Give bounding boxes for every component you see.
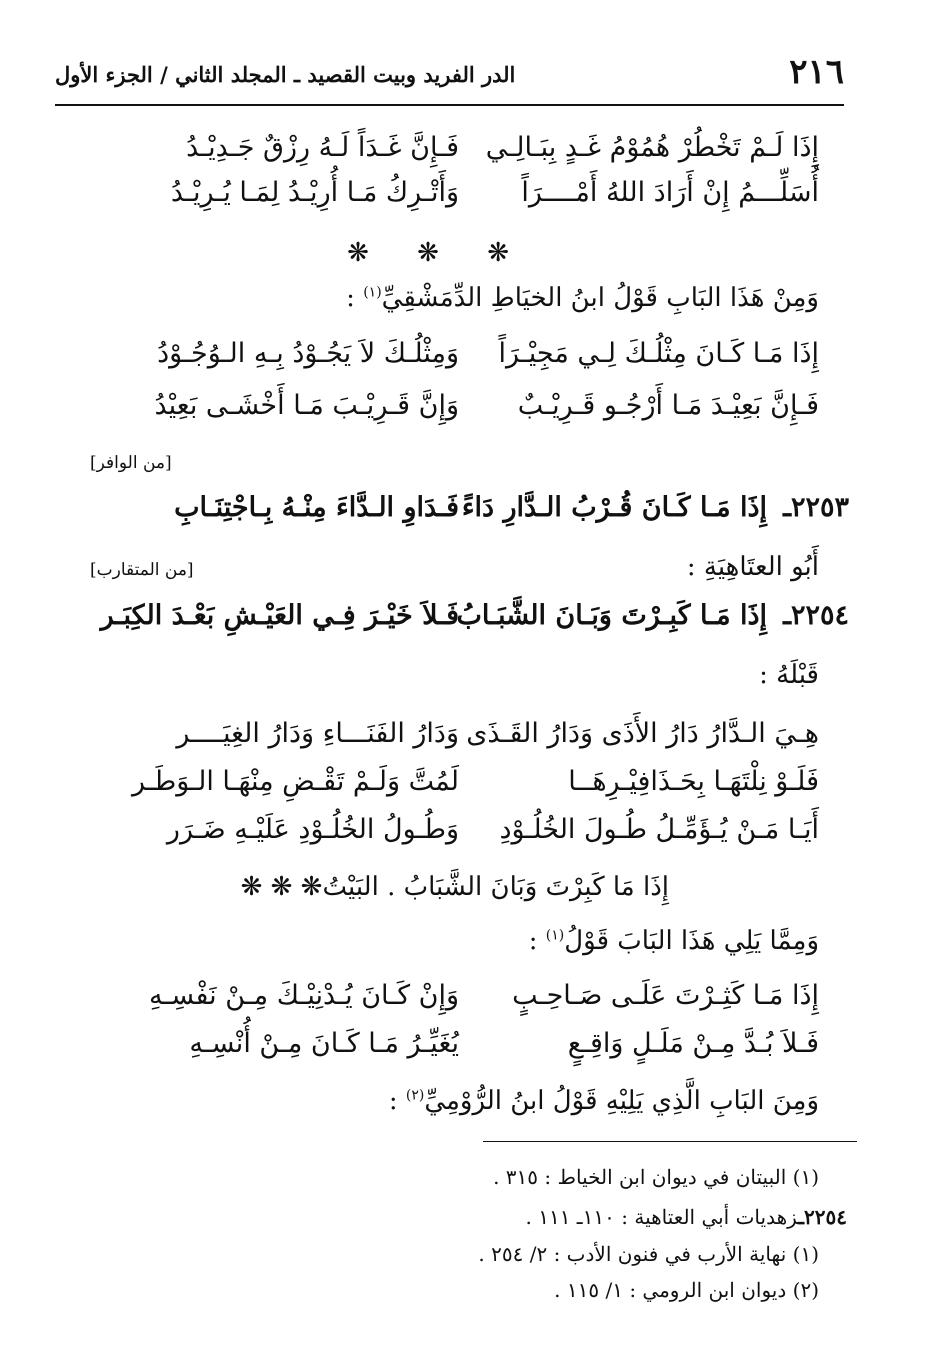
meter-label-2: [من المتقارب]: [90, 560, 194, 580]
footnote-rule: [483, 1141, 857, 1142]
verse7-second-hemistich: وَطُـولُ الخُلُـوْدِ عَلَيْـهِ ضَـرَر: [166, 814, 459, 845]
footnote-2-text: زهديات أبي العتاهية : ١١٠ـ ١١١ .: [525, 1205, 799, 1229]
verse8-second-hemistich: وَإِنْ كَـانَ يُـدْنِيْـكَ مِـنْ نَفْسِـهِ: [148, 980, 459, 1011]
verse1-first-hemistich: إِذَا لَـمْ تَخْطُرْ هُمُوْمُ غَـدٍ بِبَـالِـي: [485, 132, 819, 163]
poet-name: أَبُو العتَاهِيَةِ :: [686, 552, 819, 582]
verse-2254-first-hemistich: إِذَا مَـا كَبِـرْتَ وَبَـانَ الشَّبَـابُ: [456, 600, 767, 631]
running-title: الدر الفريد وبيت القصيد ـ المجلد الثاني / الجزء الأول: [55, 62, 516, 87]
footnote-4: [554, 1278, 819, 1302]
footnote-ref-2[interactable]: (١): [545, 927, 565, 944]
verse1-second-hemistich: فَـإِنَّ غَـدَاً لَـهُ رِزْقٌ جَـدِيْـدُ: [186, 132, 459, 163]
footnote-3-mark: (١): [792, 1242, 819, 1266]
header-rule: [55, 104, 844, 106]
verse6-second-hemistich: لَمُتَّ وَلَـمْ تَقْـضِ مِنْهَـا الـوَطَـر: [131, 766, 459, 797]
verse2-second-hemistich: وَأَتْـرِكُ مَـا أُرِيْـدُ لِمَـا يُـرِيْـدُ: [170, 177, 459, 208]
intro-line-1-colon: :: [346, 283, 355, 313]
verse-2253-second-hemistich: فَـدَاوِ الـدَّاءَ مِنْـهُ بِـاجْتِنَـابِ: [174, 492, 459, 523]
verse5-first-hemistich: هِـيَ الـدَّارُ دَارُ الأَذَى وَدَارُ القَـذَى: [466, 718, 819, 749]
footnote-ref-1[interactable]: (١): [363, 284, 382, 301]
intro-line-2: [529, 926, 819, 956]
footnote-1-text: البيتان في ديوان ابن الخياط : ٣١٥ .: [493, 1165, 787, 1189]
verse5-second-hemistich: وَدَارُ الفَنَـــاءِ وَدَارُ الغِيَــــر: [176, 718, 459, 749]
footnote-1-mark: (١): [792, 1165, 819, 1189]
verse-2253-number: ٢٢٥٣ـ: [783, 492, 849, 523]
verse8-first-hemistich: إِذَا مَـا كَثِـرْتَ عَلَـى صَـاحِـبٍ: [512, 980, 819, 1011]
intro-line-1: [346, 283, 819, 313]
verse7-first-hemistich: أَيَـا مَـنْ يُـؤَمِّـلُ طُـولَ الخُلُـوْدِ: [499, 814, 819, 845]
footnote-2: [526, 1205, 848, 1229]
verse6-first-hemistich: فَلَـوْ نِلْتَهَـا بِحَـذَافِيْـرِهَــا: [568, 766, 819, 797]
intro-line-3-text: وَمِنَ البَابِ الَّذِي يَلِيْهِ قَوْلُ ابنُ الرُّوْمِيِّ: [424, 1086, 819, 1116]
page-number: ٢١٦: [789, 52, 844, 92]
verse4-first-hemistich: فَـإِنَّ بَعِيْـدَ مَـا أَرْجُـو قَـرِيْـبٌ: [517, 390, 819, 421]
intro-line-1-text: وَمِنْ هَذَا البَابِ قَوْلُ ابنُ الخيَاطِ الدِّمَشْقِيِّ: [381, 283, 819, 313]
verse-2254-second-hemistich: فَـلاَ خَيْـرَ فِـي العَيْـشِ بَعْـدَ الكِبَـر: [100, 600, 459, 631]
repeat-line: إِذَا مَا كَبِرْتَ وَبَانَ الشَّبَابُ . البَيْتُ❋ ❋ ❋: [240, 872, 669, 902]
verse9-first-hemistich: فَـلاَ بُـدَّ مِـنْ مَلَـلٍ وَاقِـعٍ: [567, 1028, 819, 1059]
verse3-second-hemistich: وَمِثْلُـكَ لاَ يَجُـوْدُ بِـهِ الـوُجُـوْدُ: [157, 338, 459, 369]
footnote-4-text: ديوان ابن الرومي : ١/ ١١٥ .: [554, 1278, 787, 1302]
footnote-ref-3[interactable]: (٢): [405, 1087, 425, 1104]
verse4-second-hemistich: وَإِنَّ قَـرِيْـبَ مَـا أَخْشَـى بَعِيْدُ: [154, 390, 459, 421]
footnote-2-mark: ٢٢٥٤ـ: [798, 1205, 847, 1229]
qablahu-label: قَبْلَهُ :: [759, 660, 819, 690]
footnote-3-text: نهاية الأرب في فنون الأدب : ٢/ ٢٥٤ .: [478, 1242, 787, 1266]
verse-2253-first-hemistich: إِذَا مَـا كَـانَ قُـرْبُ الـدَّارِ دَاءً: [461, 492, 767, 523]
verse2-first-hemistich: أُسَلِّـــمُ إِنْ أَرَادَ اللهُ أَمْــــرَاً: [521, 177, 819, 208]
footnote-3: [478, 1242, 819, 1266]
verse-2254-number: ٢٢٥٤ـ: [783, 600, 849, 631]
meter-label-1: [من الوافر]: [90, 453, 172, 473]
intro-line-3: [389, 1086, 819, 1116]
footnote-4-mark: (٢): [792, 1278, 819, 1302]
intro-line-3-colon: :: [388, 1086, 398, 1116]
intro-line-2-text: وَمِمَّا يَلِي هَذَا البَابَ قَوْلُ: [564, 926, 819, 956]
verse3-first-hemistich: إِذَا مَـا كَـانَ مِثْلُـكَ لِـي مَجِيْـرَاً: [498, 338, 819, 369]
intro-line-2-colon: :: [528, 926, 538, 956]
section-stars: ❋ ❋ ❋: [347, 238, 529, 268]
footnote-1: [493, 1165, 819, 1189]
verse9-second-hemistich: يُغَيِّـرُ مَـا كَـانَ مِـنْ أُنْسِـهِ: [189, 1028, 459, 1059]
page-header: [55, 52, 844, 102]
